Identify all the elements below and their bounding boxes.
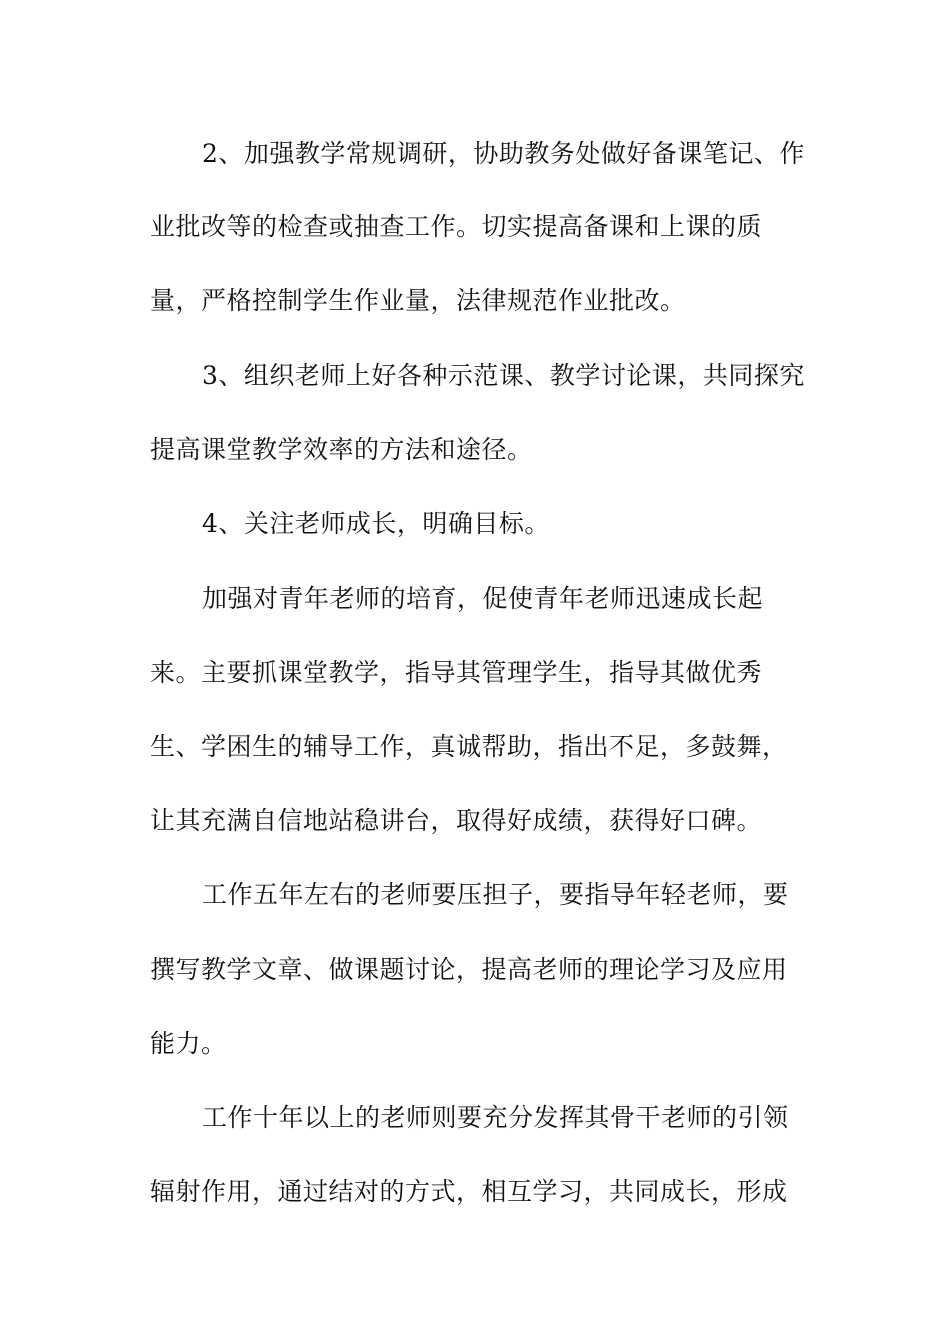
item-2-line-2: 业批改等的检查或抽查工作。切实提高备课和上课的质 [150, 212, 763, 241]
paragraph-five-years-line-2: 撰写教学文章、做课题讨论，提高老师的理论学习及应用 [150, 955, 788, 984]
paragraph-young-teachers-line-1: 加强对青年老师的培育，促使青年老师迅速成长起 [202, 584, 764, 613]
paragraph-young-teachers-line-2: 来。主要抓课堂教学，指导其管理学生，指导其做优秀 [150, 658, 763, 687]
item-3-line-1: 3、组织老师上好各种示范课、教学讨论课，共同探究 [202, 361, 805, 390]
paragraph-five-years-line-1: 工作五年左右的老师要压担子，要指导年轻老师，要 [202, 880, 789, 909]
paragraph-young-teachers-line-4: 让其充满自信地站稳讲台，取得好成绩，获得好口碑。 [150, 806, 763, 835]
item-2-line-3: 量，严格控制学生作业量，法律规范作业批改。 [150, 286, 686, 315]
paragraph-ten-years-line-1: 工作十年以上的老师则要充分发挥其骨干老师的引领 [202, 1103, 789, 1132]
item-3-line-2: 提高课堂教学效率的方法和途径。 [150, 435, 533, 464]
item-4-heading: 4、关注老师成长，明确目标。 [202, 509, 550, 538]
paragraph-five-years-line-3: 能力。 [150, 1029, 227, 1058]
item-2-line-1: 2、加强教学常规调研，协助教务处做好备课笔记、作 [202, 139, 805, 168]
paragraph-young-teachers-line-3: 生、学困生的辅导工作，真诚帮助，指出不足，多鼓舞， [150, 732, 788, 761]
paragraph-ten-years-line-2: 辐射作用，通过结对的方式，相互学习，共同成长，形成 [150, 1177, 788, 1206]
